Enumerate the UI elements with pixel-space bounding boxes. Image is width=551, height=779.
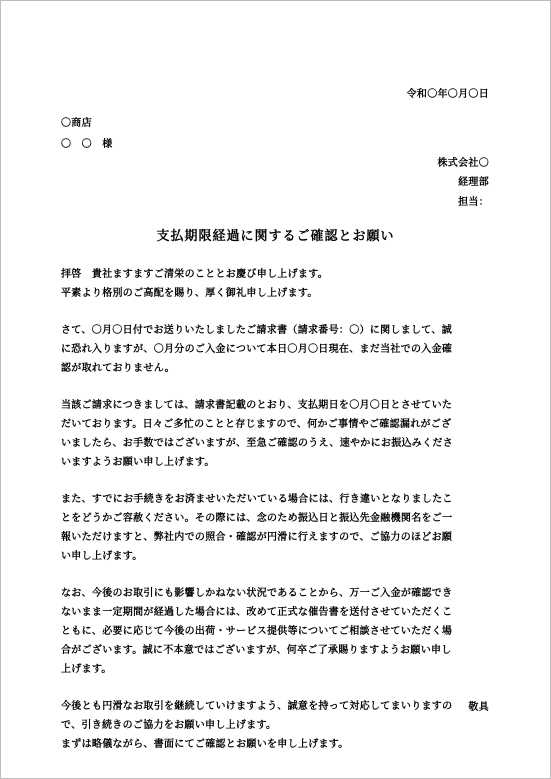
- paragraph-line: 平素より格別のご高配を賜り、厚く御礼申し上げます。: [61, 288, 318, 299]
- paragraph-line: ないまま一定期間が経過した場合には、改めて正式な催告書を送付させていただくこ: [61, 607, 453, 618]
- paragraph-line: また、すでにお手続きをお済ませいただいている場合には、行き違いとなりましたこ: [61, 494, 453, 505]
- paragraph-line: 当該ご請求につきましては、請求書記載のとおり、支払期日を〇月〇日とさせていた: [61, 400, 453, 411]
- paragraph-line: 今後とも円滑なお取引を継続していけますよう、誠意を持って対応してまいりますの: [61, 701, 453, 712]
- sender-department: 経理部: [458, 177, 489, 188]
- recipient-company: 〇商店: [61, 118, 92, 129]
- letter-date: 令和〇年〇月〇日: [406, 89, 489, 100]
- sender-person: 担当：: [458, 197, 489, 208]
- letter-title: 支払期限経過に関するご確認とお願い: [156, 229, 395, 244]
- recipient-name: 〇 〇 様: [61, 139, 113, 150]
- paragraph-line: い申し上げます。: [61, 551, 143, 562]
- body-paragraph: [61, 584, 493, 679]
- body-paragraph: [61, 490, 493, 566]
- paragraph-line: 認が取れておりません。: [61, 363, 175, 374]
- letter-body: [61, 265, 493, 754]
- body-paragraph: [61, 396, 493, 472]
- paragraph-line: 上げます。: [61, 664, 112, 675]
- body-paragraph: [61, 697, 493, 754]
- paragraph-line: 合がございます。誠に不本意ではございますが、何卒ご了承賜りますようお願い申し: [61, 645, 452, 656]
- paragraph-line: 拝啓 貴社ますますご清栄のこととお慶び申し上げます。: [61, 269, 328, 280]
- paragraph-line: で、引き続きのご協力をお願い申し上げます。: [61, 720, 277, 731]
- paragraph-line: なお、今後のお取引にも影響しかねない状況であることから、万一ご入金が確認でき: [61, 588, 453, 599]
- body-paragraph: [61, 321, 493, 378]
- paragraph-line: に恐れ入りますが、〇月分のご入金について本日〇月〇日現在、まだ当社での入金確: [61, 344, 453, 355]
- paragraph-line: だいております。日々ご多忙のことと存じますので、何かご事情やご確認漏れがござ: [61, 419, 452, 430]
- closing-keigu: 敬具: [468, 702, 489, 713]
- paragraph-line: ともに、必要に応じて今後の出荷・サービス提供等についてご相談させていただく場: [61, 626, 453, 637]
- paragraph-line: 報いただけますと、弊社内での照合・確認が円滑に行えますので、ご協力のほどお願: [61, 532, 453, 543]
- paragraph-line: さて、〇月〇日付でお送りいたしましたご請求書（請求番号：〇）に関しまして、誠: [61, 325, 452, 336]
- paragraph-line: まずは略儀ながら、書面にてご確認とお願いを申し上げます。: [61, 739, 349, 750]
- paragraph-line: いますようお願い申し上げます。: [61, 457, 215, 468]
- paragraph-line: いましたら、お手数ではございますが、至急ご確認のうえ、速やかにお振込みくださ: [61, 438, 453, 449]
- paragraph-line: とをどうかご容赦ください。その際には、念のため振込日と振込先金融機関名をご一: [61, 513, 453, 524]
- sender-company: 株式会社〇: [437, 158, 489, 169]
- body-paragraph: [61, 265, 493, 303]
